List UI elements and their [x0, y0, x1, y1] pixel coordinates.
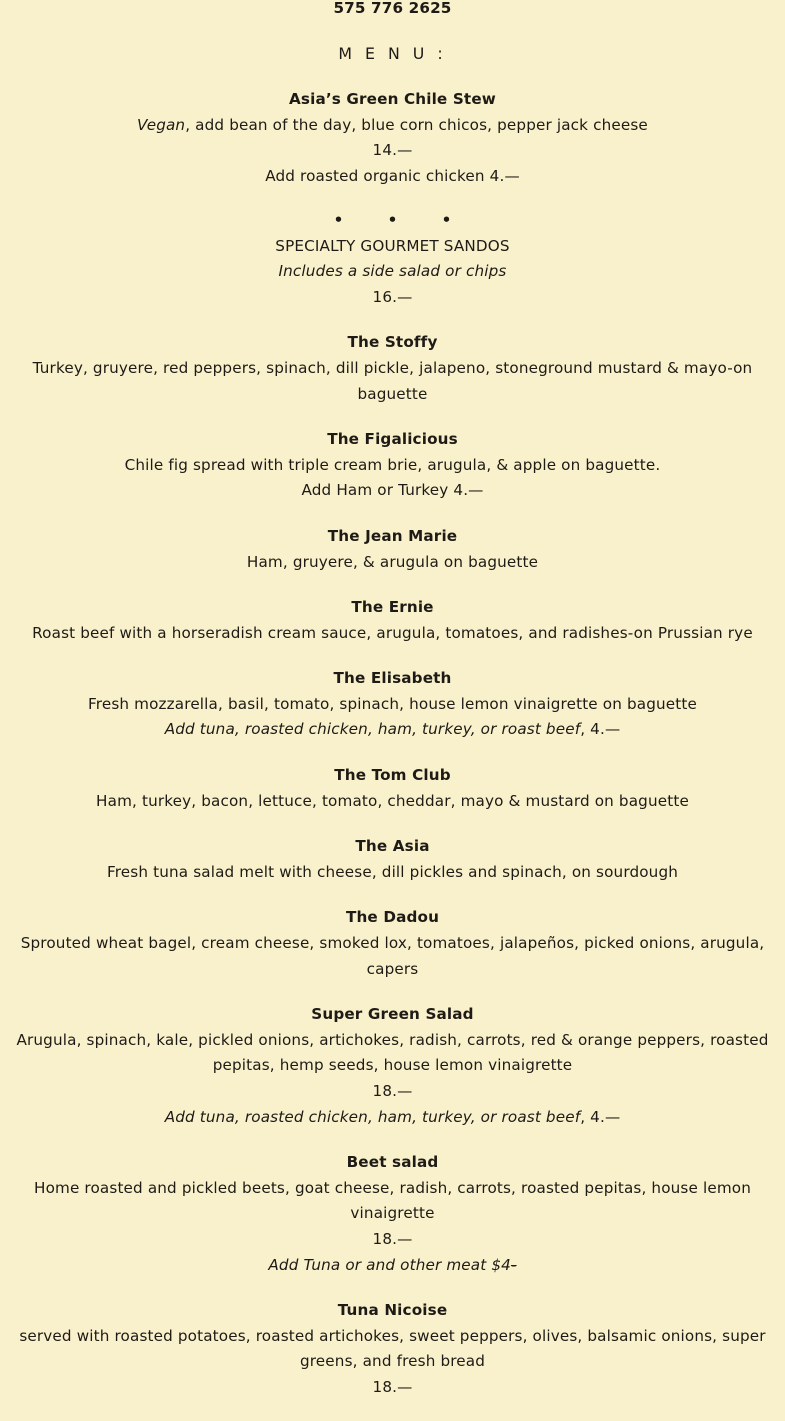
- dadou-name: The Dadou: [345, 908, 440, 926]
- stew-price: 14.—: [372, 141, 413, 159]
- stew-description: [0, 112, 785, 138]
- stoffy-name: The Stoffy: [347, 333, 438, 351]
- separator-dot: •: [441, 211, 452, 229]
- beet-salad-name: Beet salad: [346, 1153, 439, 1171]
- nicoise-name: Tuna Nicoise: [337, 1301, 448, 1319]
- super-green-description: Arugula, spinach, kale, pickled onions, artichokes, radish, carrots, red & orange peppers, roasted: [16, 1031, 769, 1049]
- stoffy-description: Turkey, gruyere, red peppers, spinach, dill pickle, jalapeno, stoneground mustard & mayo-on: [32, 359, 753, 377]
- ernie-description: Roast beef with a horseradish cream sauce, arugula, tomatoes, and radishes-on Prussian rye: [32, 624, 753, 642]
- beet-salad-description-cont: vinaigrette: [350, 1204, 435, 1222]
- beet-salad-addon-dash: -: [510, 1256, 517, 1274]
- elisabeth-name: The Elisabeth: [333, 669, 452, 687]
- sandos-price: 16.—: [372, 288, 413, 306]
- super-green-name: Super Green Salad: [311, 1005, 474, 1023]
- separator-dot: •: [387, 211, 398, 229]
- figalicious-description: Chile fig spread with triple cream brie, arugula, & apple on baguette.: [124, 456, 661, 474]
- super-green-addon-price: , 4.—: [580, 1108, 621, 1126]
- super-green-price: 18.—: [372, 1082, 413, 1100]
- stew-addon: Add roasted organic chicken 4.—: [265, 167, 520, 185]
- nicoise-price: 18.—: [372, 1378, 413, 1396]
- section-separator: [0, 207, 785, 233]
- stew-description-rest: , add bean of the day, blue corn chicos, pepper jack cheese: [185, 116, 648, 134]
- sandos-heading: SPECIALTY GOURMET SANDOS: [275, 237, 510, 255]
- ernie-name: The Ernie: [351, 598, 434, 616]
- figalicious-addon: Add Ham or Turkey 4.—: [301, 481, 484, 499]
- separator-dot: •: [333, 211, 344, 229]
- super-green-addon: [0, 1104, 785, 1130]
- elisabeth-description: Fresh mozzarella, basil, tomato, spinach, house lemon vinaigrette on baguette: [88, 695, 697, 713]
- menu-heading: M E N U :: [338, 44, 447, 63]
- tom-club-description: Ham, turkey, bacon, lettuce, tomato, cheddar, mayo & mustard on baguette: [96, 792, 689, 810]
- dadou-description-cont: capers: [366, 960, 419, 978]
- super-green-description-cont: pepitas, hemp seeds, house lemon vinaigrette: [212, 1056, 573, 1074]
- nicoise-description-cont: greens, and fresh bread: [299, 1352, 486, 1370]
- beet-salad-description: Home roasted and pickled beets, goat cheese, radish, carrots, roasted pepitas, house lemon: [34, 1179, 751, 1197]
- jean-marie-name: The Jean Marie: [327, 527, 458, 545]
- stew-name: Asia’s Green Chile Stew: [289, 90, 496, 108]
- tom-club-name: The Tom Club: [334, 766, 451, 784]
- nicoise-description: served with roasted potatoes, roasted artichokes, sweet peppers, olives, balsamic onions, super: [19, 1327, 766, 1345]
- beet-salad-price: 18.—: [372, 1230, 413, 1248]
- super-green-addon-options: Add tuna, roasted chicken, ham, turkey, or roast beef: [164, 1108, 581, 1126]
- elisabeth-addon-price: , 4.—: [580, 720, 621, 738]
- dadou-description: Sprouted wheat bagel, cream cheese, smoked lox, tomatoes, jalapeños, picked onions, arugula,: [20, 934, 765, 952]
- asia-name: The Asia: [355, 837, 430, 855]
- beet-salad-addon-text: Add Tuna or and other meat $4: [268, 1256, 511, 1274]
- phone-number: 575 776 2625: [333, 0, 452, 17]
- asia-description: Fresh tuna salad melt with cheese, dill pickles and spinach, on sourdough: [106, 863, 679, 881]
- beet-salad-addon: [0, 1252, 785, 1278]
- elisabeth-addon-options: Add tuna, roasted chicken, ham, turkey, or roast beef: [164, 720, 581, 738]
- vegan-label: Vegan: [137, 116, 186, 134]
- figalicious-name: The Figalicious: [327, 430, 458, 448]
- stoffy-description-cont: baguette: [357, 385, 428, 403]
- jean-marie-description: Ham, gruyere, & arugula on baguette: [246, 553, 539, 571]
- sandos-note: Includes a side salad or chips: [278, 262, 507, 280]
- elisabeth-addon: [0, 716, 785, 742]
